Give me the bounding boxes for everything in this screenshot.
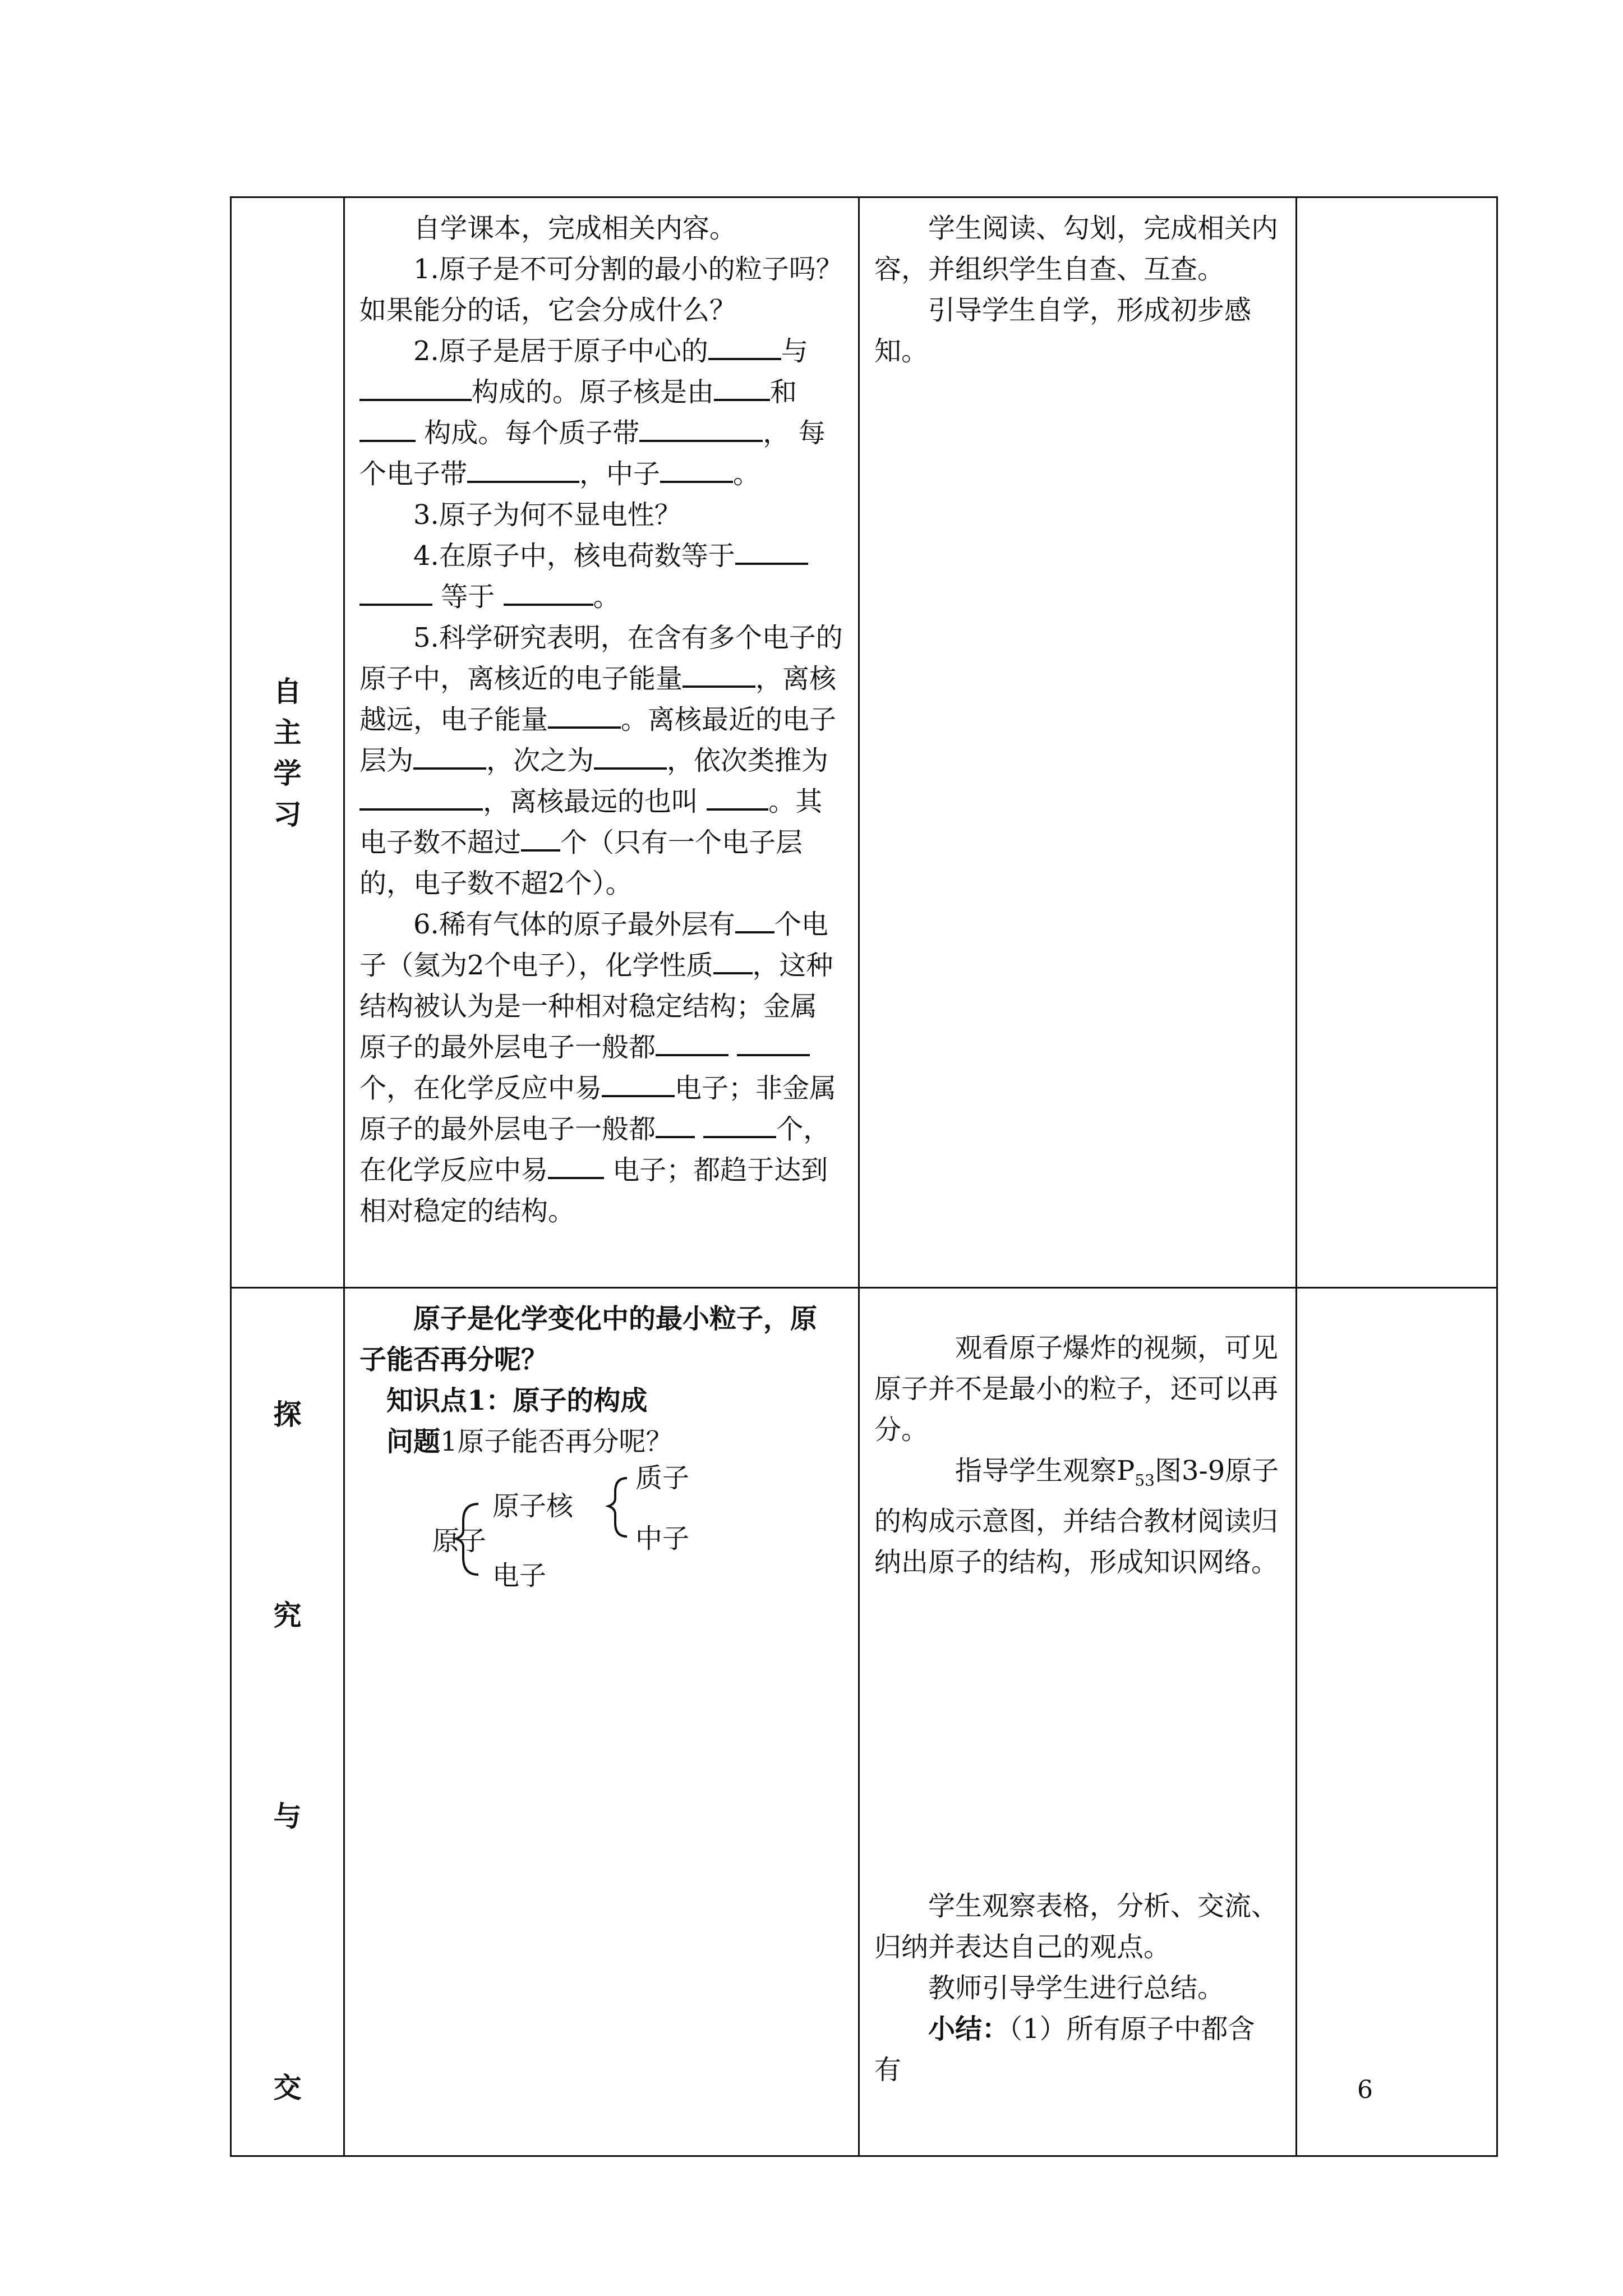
blank[interactable] <box>413 743 486 770</box>
blank[interactable] <box>656 1111 695 1138</box>
tree-nucleus: 原子核 <box>492 1490 574 1522</box>
explore-heading: 原子是化学变化中的最小粒子，原子能否再分呢？ <box>359 1303 818 1375</box>
table-row-explore <box>231 1288 1497 2156</box>
blank[interactable] <box>703 1111 776 1138</box>
question-1: 1.原子是不可分割的最小的粒子吗？如果能分的话，它会分成什么？ <box>359 254 843 326</box>
lesson-plan-table <box>230 196 1498 2157</box>
teacher-note: 引导学生自学，形成初步感知。 <box>874 295 1252 367</box>
brace-lines <box>359 1462 842 1594</box>
blank[interactable] <box>639 415 763 442</box>
stage-cell-explore: 探 究 与 交 <box>231 1288 344 2156</box>
question-2: 2.原子是居于原子中心的 与 构成的。原子核是由 和 构成。每个质子带 ， 每个电子带 ，中子 。 <box>359 331 843 495</box>
tree-proton: 质子 <box>635 1462 690 1494</box>
teacher-note: 指导学生观察$P_{53}$图3-9原子的构成示意图，并结合教材阅读归纳出原子的结构，形成知识网络。 <box>874 1455 1279 1578</box>
blank[interactable] <box>359 374 472 401</box>
blank[interactable] <box>359 415 416 442</box>
blank[interactable] <box>359 784 483 811</box>
question-6: 6.稀有气体的原子最外层有 个电子（氦为2个电子），化学性质 ，这种结构被认为是一种相对稳定结构；金属原子的最外层电子一般都 个，在化学反应中易 电子；非金属原子的最外层电子一般都 个，在化学反应中易 电子；都趋于达到相对稳定的结构。 <box>359 904 843 1232</box>
question-4: 4.在原子中，核电荷数等于 等于 。 <box>359 536 843 618</box>
question-line: 问题1原子能否再分呢？ <box>386 1426 673 1457</box>
blank[interactable] <box>602 1070 675 1097</box>
notes-cell-self-study <box>1297 197 1497 1288</box>
question-5: 5.科学研究表明，在含有多个电子的原子中，离核近的电子能量 ，离核越远，电子能量 。离核最近的电子层为 ，次之为 ，依次类推为，离核最远的也叫 。其电子数不超过 个（只有一个电子层的，电子数不超2个）。 <box>359 622 843 899</box>
blank[interactable] <box>735 907 774 933</box>
blank[interactable] <box>521 825 560 852</box>
teacher-note: 学生观察表格，分析、交流、归纳并表达自己的观点。 <box>874 1890 1279 1963</box>
blank[interactable] <box>548 702 621 729</box>
teacher-note: 教师引导学生进行总结。 <box>928 1972 1225 2004</box>
blank[interactable] <box>656 1029 728 1056</box>
blank[interactable] <box>714 374 770 401</box>
question-3: 3.原子为何不显电性？ <box>413 499 681 531</box>
teacher-note: 观看原子爆炸的视频，可见原子并不是最小的粒子，还可以再分。 <box>874 1332 1279 1446</box>
stage-cell-self-study <box>231 197 344 1288</box>
blank[interactable] <box>467 456 579 483</box>
tree-root: 原子 <box>432 1525 487 1557</box>
teacher-cell-self-study <box>859 197 1297 1288</box>
teacher-cell-explore <box>859 1288 1297 2156</box>
summary-line: 小结：（1）所有原子中都含有 <box>874 2013 1255 2086</box>
blank[interactable] <box>707 784 768 811</box>
atom-structure-diagram <box>359 1462 843 1594</box>
blank[interactable] <box>708 333 781 360</box>
teacher-note: 学生阅读、勾划，完成相关内容，并组织学生自查、互查。 <box>874 213 1279 285</box>
notes-cell-explore <box>1297 1288 1497 2156</box>
knowledge-point: 知识点1：原子的构成 <box>386 1385 648 1416</box>
blank[interactable] <box>594 743 667 770</box>
stage-label-self-study: 自 主 学 习 <box>273 675 302 831</box>
blank[interactable] <box>713 947 753 974</box>
blank[interactable] <box>660 456 733 483</box>
intro-text: 自学课本，完成相关内容。 <box>413 213 737 244</box>
content-cell-explore <box>344 1288 859 2156</box>
blank[interactable] <box>737 1029 810 1056</box>
tree-neutron: 中子 <box>635 1523 690 1554</box>
content-cell-self-study <box>344 197 859 1288</box>
tree-electron: 电子 <box>492 1560 547 1591</box>
blank[interactable] <box>548 1152 604 1179</box>
page-number: 6 <box>1357 2076 1373 2104</box>
blank[interactable] <box>735 538 808 565</box>
blank[interactable] <box>683 661 755 688</box>
blank[interactable] <box>504 579 593 606</box>
blank[interactable] <box>359 579 432 606</box>
table-row-self-study <box>231 197 1497 1288</box>
